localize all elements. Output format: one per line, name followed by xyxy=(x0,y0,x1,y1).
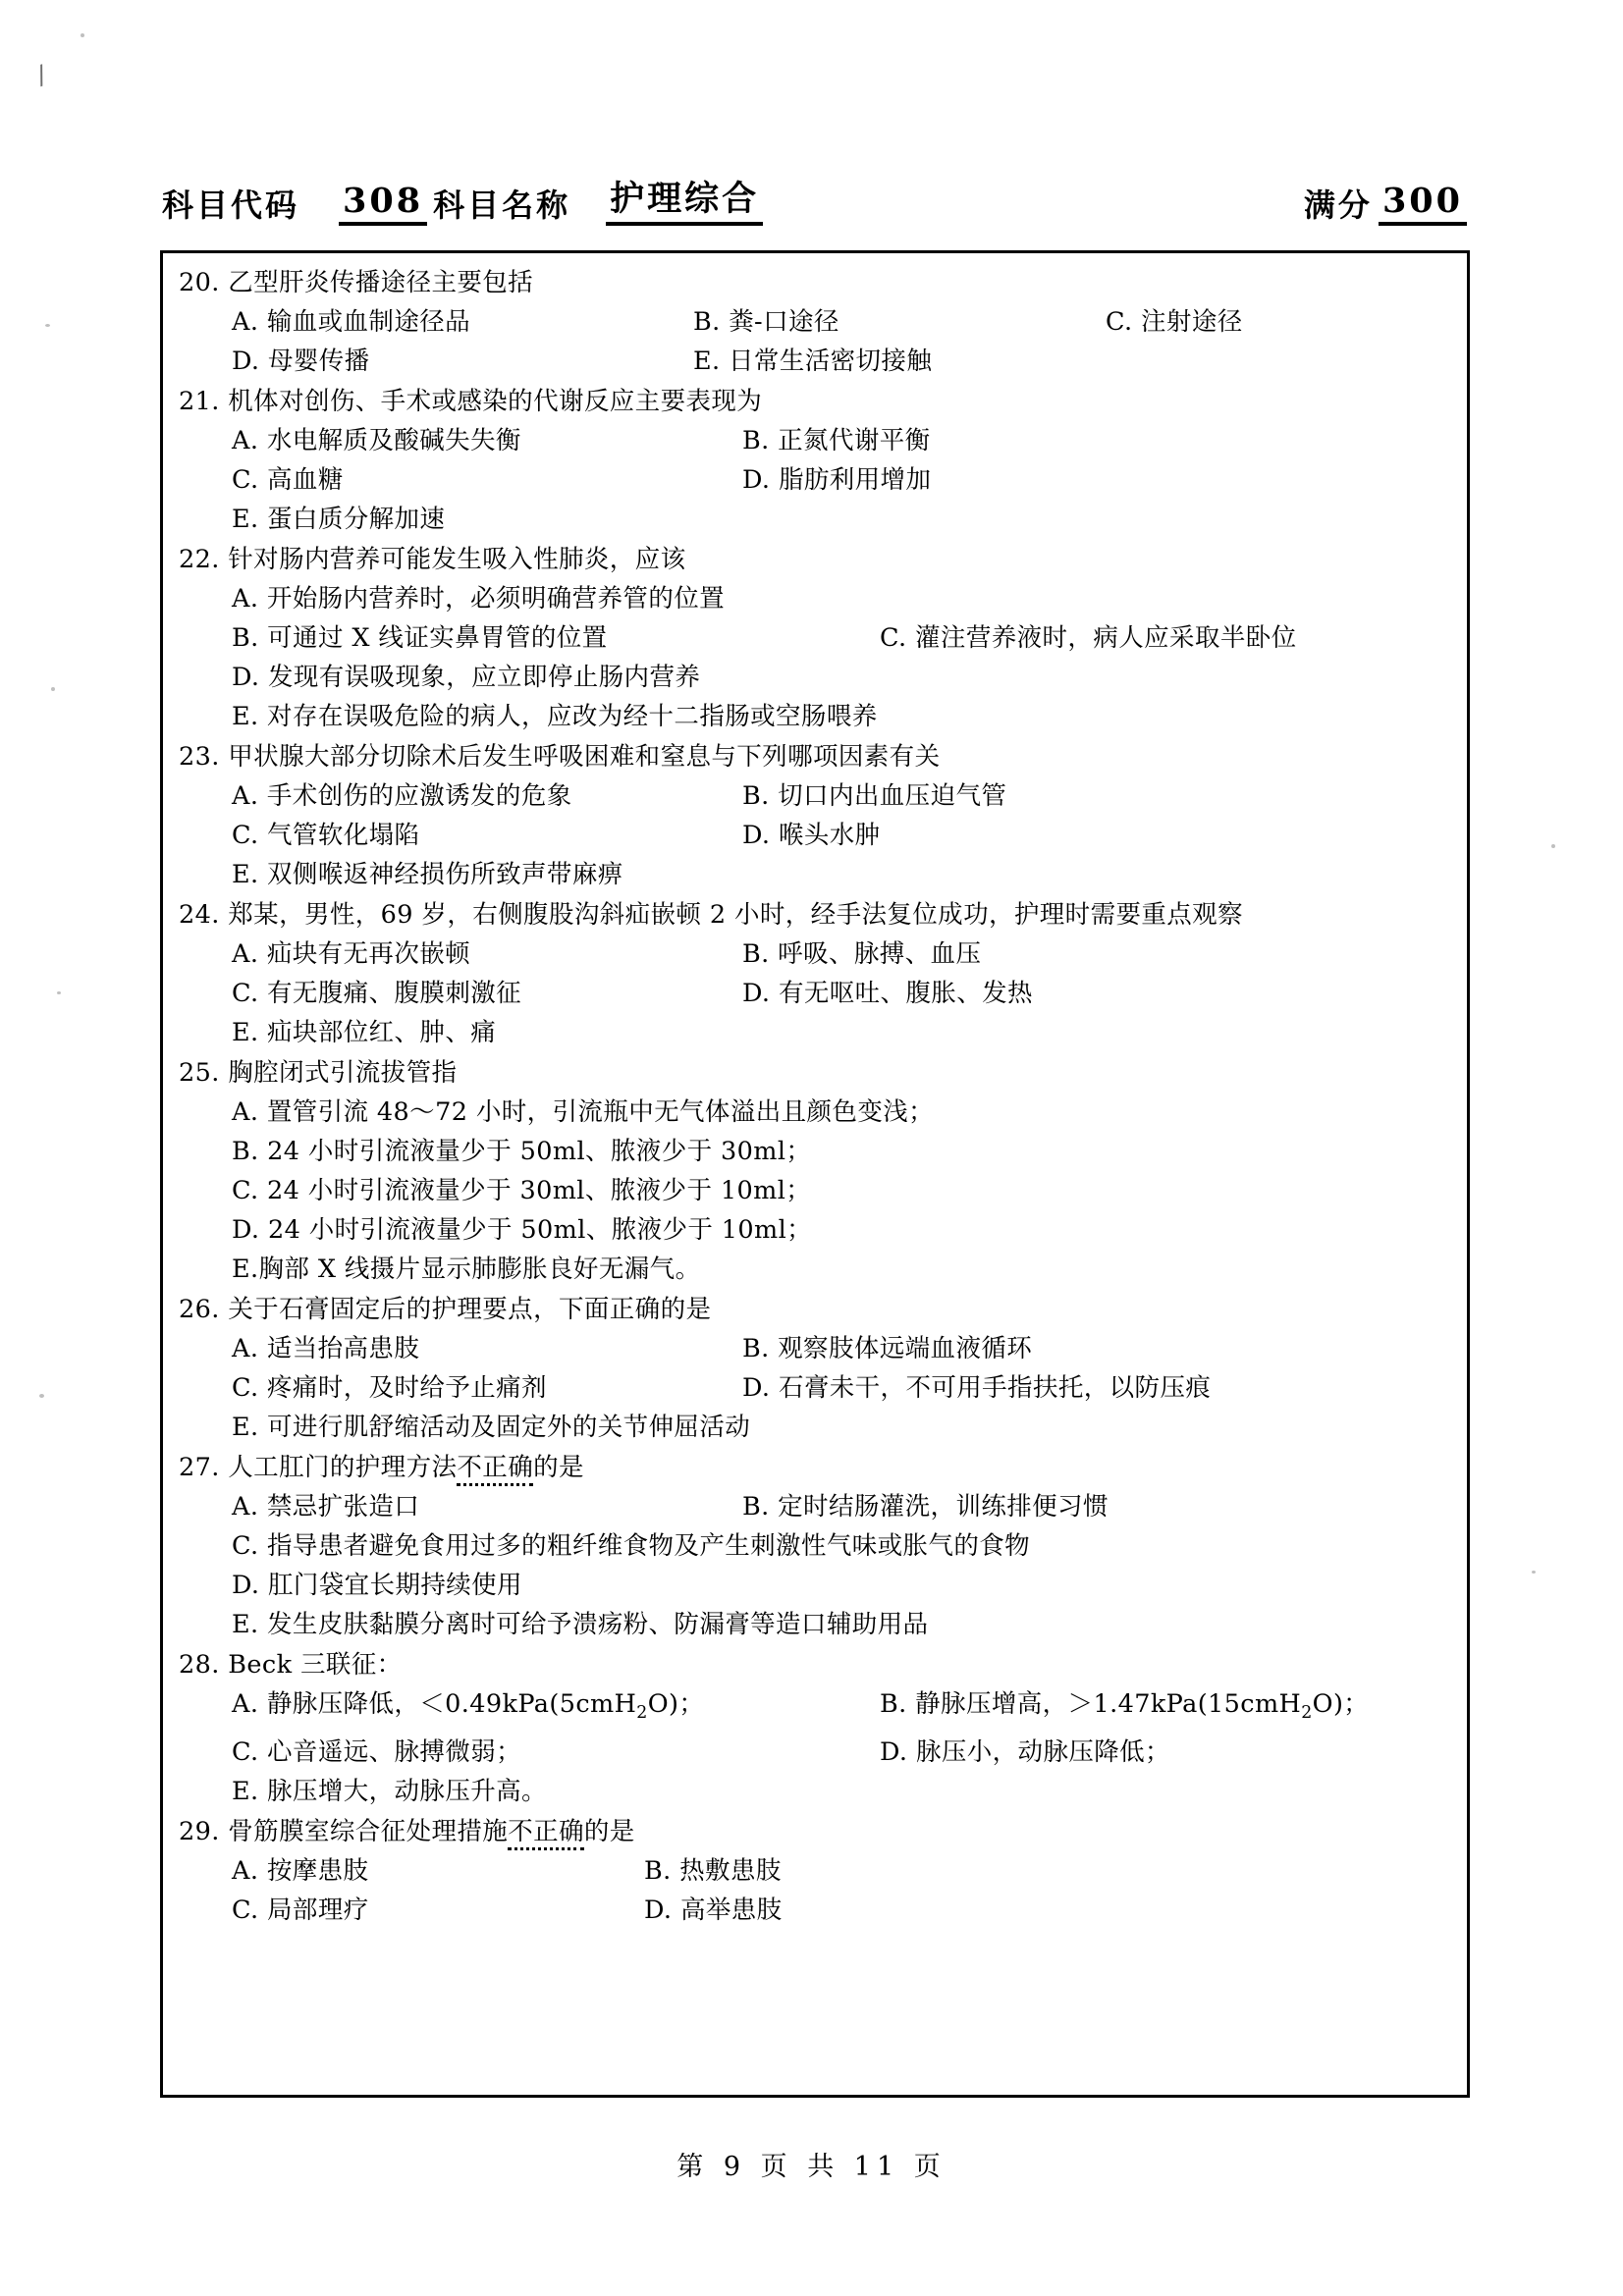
option-list xyxy=(179,1487,1451,1644)
question-stem xyxy=(179,895,1451,934)
option[interactable]: B. 观察肢体远端血液循环 xyxy=(742,1334,1033,1363)
question-stem xyxy=(179,1290,1451,1329)
option-list xyxy=(179,1093,1451,1289)
question-stem-text-tail: 的是 xyxy=(583,1817,635,1847)
option-row xyxy=(232,776,1451,816)
question-stem-text: Beck 三联征： xyxy=(228,1650,403,1680)
option[interactable]: C. 24 小时引流液量少于 30ml、脓液少于 10ml； xyxy=(232,1176,812,1205)
scan-speck xyxy=(45,324,50,327)
question-stem-text: 骨筋膜室综合征处理措施 xyxy=(228,1817,509,1847)
question xyxy=(179,1812,1451,1930)
question-stem-text: 机体对创伤、手术或感染的代谢反应主要表现为 xyxy=(228,387,763,416)
option[interactable]: D. 高举患肢 xyxy=(644,1896,783,1926)
option[interactable]: B. 24 小时引流液量少于 50ml、脓液少于 30ml； xyxy=(232,1137,812,1166)
question-number: 20. xyxy=(179,268,220,297)
question-number: 22. xyxy=(179,545,220,574)
question-stem xyxy=(179,382,1451,421)
question-number: 27. xyxy=(179,1453,220,1482)
option[interactable]: E.胸部 X 线摄片显示肺膨胀良好无漏气。 xyxy=(232,1255,701,1284)
option-row xyxy=(232,579,1451,618)
option[interactable]: E. 疝块部位红、肿、痛 xyxy=(232,1018,497,1047)
scan-speck xyxy=(81,33,84,37)
subject-name-label: 科目名称 xyxy=(433,187,571,224)
question-stem-emphasis: 不正确 xyxy=(457,1453,533,1486)
option[interactable]: C. 心音遥远、脉搏微弱； xyxy=(232,1737,522,1768)
option[interactable]: E. 可进行肌舒缩活动及固定外的关节伸屈活动 xyxy=(232,1413,751,1442)
option[interactable]: E. 对存在误吸危险的病人，应改为经十二指肠或空肠喂养 xyxy=(232,702,878,731)
option[interactable]: C. 气管软化塌陷 xyxy=(232,821,420,850)
option-row xyxy=(232,1132,1451,1171)
option[interactable]: D. 母婴传播 xyxy=(232,347,370,376)
full-marks-group xyxy=(1304,181,1473,226)
option[interactable]: C. 局部理疗 xyxy=(232,1896,369,1926)
option-row xyxy=(232,500,1451,539)
option[interactable]: A. 手术创伤的应激诱发的危象 xyxy=(232,781,572,811)
question-stem xyxy=(179,1645,1451,1684)
option[interactable]: D. 石膏未干，不可用手指扶托，以防压痕 xyxy=(742,1373,1212,1403)
option-row xyxy=(232,934,1451,974)
scan-speck xyxy=(51,687,55,691)
option[interactable]: D. 脉压小，动脉压降低； xyxy=(880,1737,1170,1768)
option-row xyxy=(232,974,1451,1013)
option-row xyxy=(232,855,1451,894)
option[interactable]: D. 喉头水肿 xyxy=(742,821,881,850)
question-stem-text-tail: 的是 xyxy=(533,1453,584,1482)
question xyxy=(179,263,1451,381)
question-number: 28. xyxy=(179,1650,220,1680)
option-row xyxy=(232,460,1451,500)
question-stem xyxy=(179,1812,1451,1851)
question-stem xyxy=(179,263,1451,302)
question xyxy=(179,895,1451,1052)
option[interactable]: D. 肛门袋宜长期持续使用 xyxy=(232,1571,522,1600)
question-number: 25. xyxy=(179,1058,220,1088)
option-row xyxy=(232,697,1451,736)
option-row xyxy=(232,342,1451,381)
question-stem-text: 人工肛门的护理方法 xyxy=(228,1453,458,1482)
option[interactable]: D. 发现有误吸现象，应立即停止肠内营养 xyxy=(232,663,701,692)
option-row xyxy=(232,1526,1451,1566)
option[interactable]: E. 发生皮肤黏膜分离时可给予溃疡粉、防漏膏等造口辅助用品 xyxy=(232,1610,929,1639)
option[interactable]: D. 脂肪利用增加 xyxy=(742,465,932,495)
question-stem-text: 甲状腺大部分切除术后发生呼吸困难和窒息与下列哪项因素有关 xyxy=(228,742,941,772)
option[interactable]: E. 蛋白质分解加速 xyxy=(232,505,446,534)
option-row xyxy=(232,658,1451,697)
option-list xyxy=(179,302,1451,381)
option[interactable]: A. 置管引流 48～72 小时，引流瓶中无气体溢出且颜色变浅； xyxy=(232,1097,935,1127)
option-list xyxy=(179,1684,1451,1811)
question xyxy=(179,1290,1451,1447)
option-list xyxy=(179,1851,1451,1930)
option-list xyxy=(179,421,1451,539)
option[interactable]: B. 可通过 X 线证实鼻胃管的位置 xyxy=(232,623,608,653)
question xyxy=(179,1053,1451,1289)
option-row xyxy=(232,1093,1451,1132)
option[interactable]: B. 定时结肠灌洗，训练排便习惯 xyxy=(742,1492,1109,1522)
option-list xyxy=(179,934,1451,1052)
option[interactable]: B. 正氮代谢平衡 xyxy=(742,426,931,455)
option[interactable]: C. 注射途径 xyxy=(1106,307,1243,337)
option[interactable]: D. 有无呕吐、腹胀、发热 xyxy=(742,979,1033,1008)
page-footer: 第 9 页 共 11 页 xyxy=(676,2152,947,2182)
option-row xyxy=(232,1210,1451,1250)
option-row xyxy=(232,1733,1451,1772)
option[interactable]: A. 按摩患肢 xyxy=(232,1856,369,1887)
option[interactable]: C. 有无腹痛、腹膜刺激征 xyxy=(232,979,522,1008)
option[interactable]: B. 热敷患肢 xyxy=(644,1856,782,1887)
option[interactable]: C. 高血糖 xyxy=(232,465,344,495)
question-stem-text: 乙型肝炎传播途径主要包括 xyxy=(228,268,534,297)
question-stem-text: 针对肠内营养可能发生吸入性肺炎，应该 xyxy=(228,545,686,574)
question-number: 26. xyxy=(179,1295,220,1324)
subject-code-label: 科目代码 xyxy=(162,187,300,224)
option-row xyxy=(232,1684,1451,1733)
option[interactable]: E. 双侧喉返神经损伤所致声带麻痹 xyxy=(232,860,623,889)
question-stem-emphasis: 不正确 xyxy=(508,1817,584,1850)
option[interactable]: A. 禁忌扩张造口 xyxy=(232,1492,420,1522)
option-row xyxy=(232,302,1451,342)
scan-speck xyxy=(39,1394,44,1398)
option-row xyxy=(232,1329,1451,1368)
question-stem xyxy=(179,737,1451,776)
subject-name-value: 护理综合 xyxy=(606,172,763,226)
option[interactable]: B. 粪-口途径 xyxy=(693,307,839,337)
question xyxy=(179,382,1451,539)
question-number: 24. xyxy=(179,900,220,930)
option[interactable]: A. 开始肠内营养时，必须明确营养管的位置 xyxy=(232,584,726,614)
option-row xyxy=(232,1368,1451,1408)
option-row xyxy=(232,1891,1451,1930)
option-row xyxy=(232,1250,1451,1289)
question-number: 23. xyxy=(179,742,220,772)
question-stem xyxy=(179,540,1451,579)
option[interactable]: D. 24 小时引流液量少于 50ml、脓液少于 10ml； xyxy=(232,1215,813,1245)
option[interactable]: A. 水电解质及酸碱失失衡 xyxy=(232,426,521,455)
exam-header xyxy=(162,165,1473,226)
question xyxy=(179,1645,1451,1811)
option-row xyxy=(232,1851,1451,1891)
option[interactable]: A. 疝块有无再次嵌顿 xyxy=(232,939,471,969)
option-row xyxy=(232,816,1451,855)
question-number: 21. xyxy=(179,387,220,416)
option[interactable]: E. 日常生活密切接触 xyxy=(693,347,933,376)
option[interactable]: A. 输血或血制途径品 xyxy=(232,307,471,337)
option-list xyxy=(179,1329,1451,1447)
option-row xyxy=(232,1013,1451,1052)
option[interactable]: A. 适当抬高患肢 xyxy=(232,1334,420,1363)
full-marks-label: 满分 xyxy=(1303,187,1373,224)
question-stem-text: 郑某，男性，69 岁，右侧腹股沟斜疝嵌顿 2 小时，经手法复位成功，护理时需要重点观察 xyxy=(228,900,1243,930)
option-list xyxy=(179,776,1451,894)
option-row xyxy=(232,1605,1451,1644)
option[interactable]: E. 脉压增大，动脉压升高。 xyxy=(232,1777,547,1807)
option-row xyxy=(232,618,1451,658)
scan-speck xyxy=(1551,844,1555,848)
option-row xyxy=(232,1487,1451,1526)
question-stem-text: 关于石膏固定后的护理要点，下面正确的是 xyxy=(228,1295,712,1324)
option-list xyxy=(179,579,1451,736)
option[interactable]: C. 指导患者避免食用过多的粗纤维食物及产生刺激性气味或胀气的食物 xyxy=(232,1531,1031,1561)
option-row xyxy=(232,1408,1451,1447)
option[interactable]: B. 切口内出血压迫气管 xyxy=(742,781,1007,811)
option-row xyxy=(232,1171,1451,1210)
stray-pen-mark: / xyxy=(32,60,51,91)
question xyxy=(179,540,1451,736)
scan-speck xyxy=(57,991,61,994)
full-marks-value: 300 xyxy=(1379,181,1467,226)
option[interactable]: B. 呼吸、脉搏、血压 xyxy=(742,939,982,969)
question-stem xyxy=(179,1053,1451,1093)
question-stem-text: 胸腔闭式引流拔管指 xyxy=(228,1058,458,1088)
option[interactable]: A. 静脉压降低，＜0.49kPa(5cmH$_2$O)； xyxy=(232,1689,705,1724)
question xyxy=(179,1448,1451,1644)
option-row xyxy=(232,1566,1451,1605)
question-stem xyxy=(179,1448,1451,1487)
question xyxy=(179,737,1451,894)
option[interactable]: B. 静脉压增高，＞1.47kPa(15cmH$_2$O)； xyxy=(880,1689,1370,1724)
question-number: 29. xyxy=(179,1817,220,1847)
option-row xyxy=(232,421,1451,460)
subject-code-value: 308 xyxy=(339,181,427,226)
option-row xyxy=(232,1772,1451,1811)
option[interactable]: C. 疼痛时，及时给予止痛剂 xyxy=(232,1373,547,1403)
option[interactable]: C. 灌注营养液时，病人应采取半卧位 xyxy=(880,623,1297,653)
scan-speck xyxy=(1532,1571,1536,1574)
question-box xyxy=(160,250,1470,2098)
